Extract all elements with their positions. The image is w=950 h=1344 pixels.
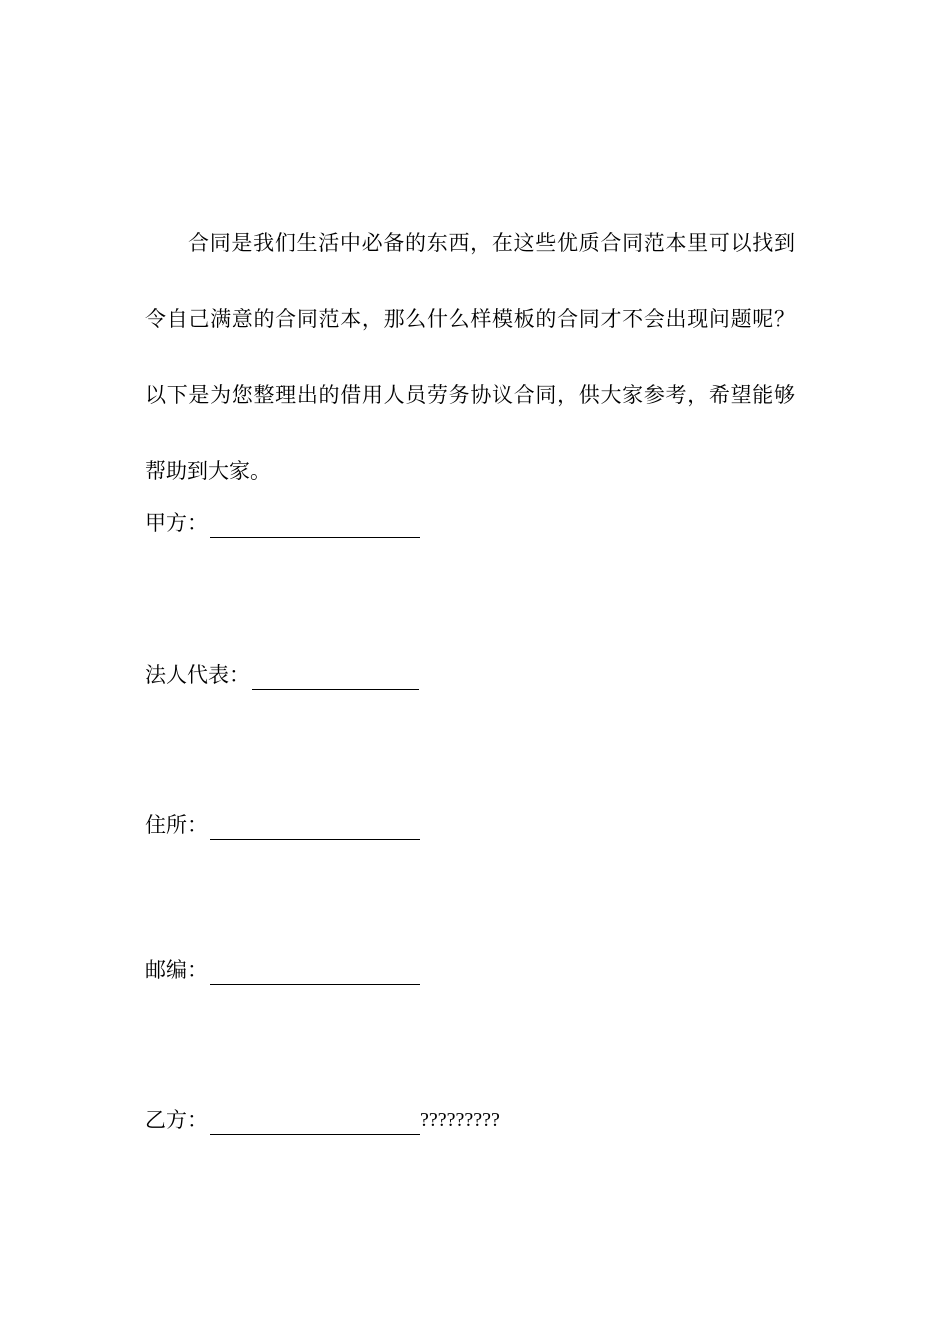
field-legal-representative (145, 660, 419, 690)
fill-in-blank (252, 665, 419, 690)
fill-in-blank (210, 1110, 420, 1135)
field-party-a (145, 508, 420, 538)
field-label: 法人代表： (145, 663, 250, 687)
fill-in-blank (210, 513, 420, 538)
field-postal-code (145, 955, 420, 985)
field-address (145, 810, 420, 840)
field-party-b (145, 1105, 500, 1135)
intro-paragraph: 合同是我们生活中必备的东西，在这些优质合同范本里可以找到令自己满意的合同范本，那么什么样模板的合同才不会出现问题呢？以下是为您整理出的借用人员劳务协议合同，供大家参考，希望能够帮助到大家。 (145, 231, 795, 483)
field-suffix-text: ????????? (420, 1109, 500, 1131)
field-label: 住所： (145, 813, 208, 837)
field-label: 甲方： (145, 511, 208, 535)
field-label: 乙方： (145, 1108, 208, 1132)
fill-in-blank (210, 960, 420, 985)
fill-in-blank (210, 815, 420, 840)
field-label: 邮编： (145, 958, 208, 982)
